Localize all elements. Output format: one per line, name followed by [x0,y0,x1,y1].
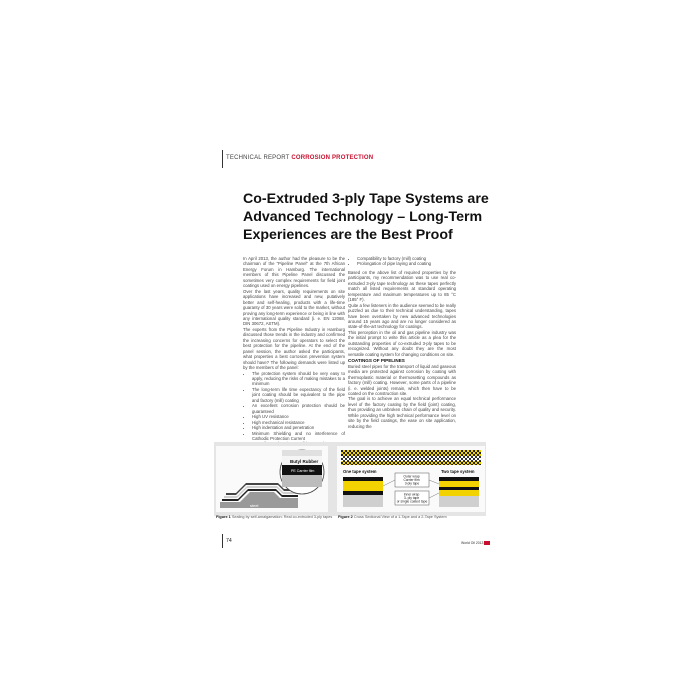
pattern-strip-1 [341,450,481,456]
paragraph: Based on the above list of required properties by the participants, my recommendation was to use real co-extruded 3-ply tape technology as these tapes perfectly match all listed requirements at standard operating temperature and maximum temperatures up to 85 °C (185° F). [348,269,456,303]
footer-text: World Oil 2013 [461,541,484,545]
footer-publication [461,541,490,545]
section-header [226,155,373,161]
list-item: • Prolongation of pipe laying and coating [357,261,456,266]
inner-wrap-line: 3- ply tape [403,496,420,500]
right-column [348,256,456,429]
article-title [243,190,503,245]
figure-2-caption [338,515,447,519]
pattern-strip-2 [341,456,481,461]
title-line-2: Advanced Technology – Long-Term [243,209,483,226]
paragraph: Quite a few listeners in the audience seemed to be really puzzled as due to their technical understanding, tapes have been overtaken by new advanced technologies around 15 years ago and are no longer considered as state-of-the-art technology for coatings. [348,302,456,330]
list-item: • An excellent corrosion protection should be guaranteed [252,403,345,414]
list-item: • High UV resistance [252,414,345,419]
requirements-list-cont [348,256,456,267]
list-item: • The long-term life time expectancy of the field joint coating should be equivalent to the pipe and factory (mill) coating [252,387,345,403]
figure-1 [216,446,328,512]
paragraph: Buried steel pipes for the transport of liquid and gaseous media are protected against corrosion by coating with thermoplastic material or thermosetting compounds as factory (mill) coating. However, some parts of a pipeline (i. e. welded joints) remain, which then have to be coated on the construction site. [348,363,456,397]
detail-steel-layer [282,475,322,487]
page-number: 74 [226,538,232,544]
header-rule [222,150,223,168]
figure-2-illustration [337,446,485,512]
inner-wrap-line: or single coated tape [396,499,428,504]
publisher-logo-icon [484,541,490,545]
inner-wrap-line: Inner wrap [403,492,420,497]
header-subject: CORROSION PROTECTION [291,155,374,161]
one-tape-diagram [343,477,383,507]
list-item: • Compatibility to factory (mill) coating [357,256,456,261]
paragraph: The experts from the Pipeline Industry in Hamburg discussed those trends in the industry and confirmed the increasing concerns for operators to select the best protection for the pipeline. At the end of the panel session, the author asked the participants, what properties a best corrosion prevention system should have? The following demands were listed up by the members of the panel: [243,326,345,371]
paragraph: Over the last years, quality requirements on site applications have increased and new, putatively better and self-healing, products with a life-time guaranty of 30 years were sold to the market, without proving any long-term experience or being in line with any international quality standard (i. e. EN 12068, DIN 30672, ASTM). [243,288,345,327]
section-heading: COATINGS OF PIPELINES [348,358,405,364]
pe-carrier-label: PE Carrier film [291,469,315,473]
list-item: • Minimum Shielding and no interference of Cathodic Protection Current [252,431,345,442]
figure-1-illustration [216,446,328,512]
title-line-1: Co-Extruded 3-ply Tape Systems are [243,191,489,207]
outer-wrap-line: 3-ply tape [404,481,420,486]
caption-text: Sealing by self-amalgamation: Real co-extruded 3-ply tapes [231,515,333,519]
butyl-rubber-label: Butyl Rubber [290,459,319,464]
outer-wrap-line: Outer wrap [403,474,420,479]
pattern-strip-3 [341,461,481,465]
header-category: TECHNICAL REPORT [226,155,290,161]
detail-top-layer [282,450,322,456]
paragraph: This perception in the oil and gas pipeline industry was the initial prompt to write this article as a plea for the outstanding properties of co-extruded 3-ply tapes to be recognized. Without any doubt they are the most versatile coating system for changing conditions on site. [348,329,456,357]
two-tape-diagram [439,477,479,507]
paragraph: In April 2013, the author had the pleasure to be the chairman of the “Pipeline Panel” at the 7th African Energy Forum in Hamburg. The international members of this Pipeline Panel discussed the sometimes very complex requirements for field joint coatings used on energy pipelines. [243,256,345,289]
footer-rule [222,534,223,548]
figure-2 [337,446,485,512]
paragraph: The goal is to achieve an equal technical performance level of the factory coating by the field (joint) coating, thus providing an unbroken chain of quality and security. While providing the high technical performance level on site by the field coatings, the ease on site application, reducing the [348,396,456,429]
list-item: • High mechanical resistance [252,420,345,425]
one-tape-label: One tape system [343,469,377,474]
steel-label: steel [250,503,259,508]
title-line-3: Experiences are the Best Proof [243,227,453,244]
requirements-list [243,371,345,447]
outer-wrap-text [403,475,420,486]
list-item: • The protection system should be very easy to apply, reducing the risks of making mistakes to a minimum [252,371,345,387]
outer-wrap-line: Carrier film [403,478,420,482]
caption-text: Cross Sectional View of a 1-Tape and a 2-Tape System [353,515,447,519]
caption-label: Figure 1 [216,515,231,519]
list-item: • High indentation and penetration [252,425,345,430]
left-column [243,256,345,447]
caption-label: Figure 2 [338,515,353,519]
figure-1-caption [216,515,332,519]
two-tape-label: Two tape system [441,469,475,474]
